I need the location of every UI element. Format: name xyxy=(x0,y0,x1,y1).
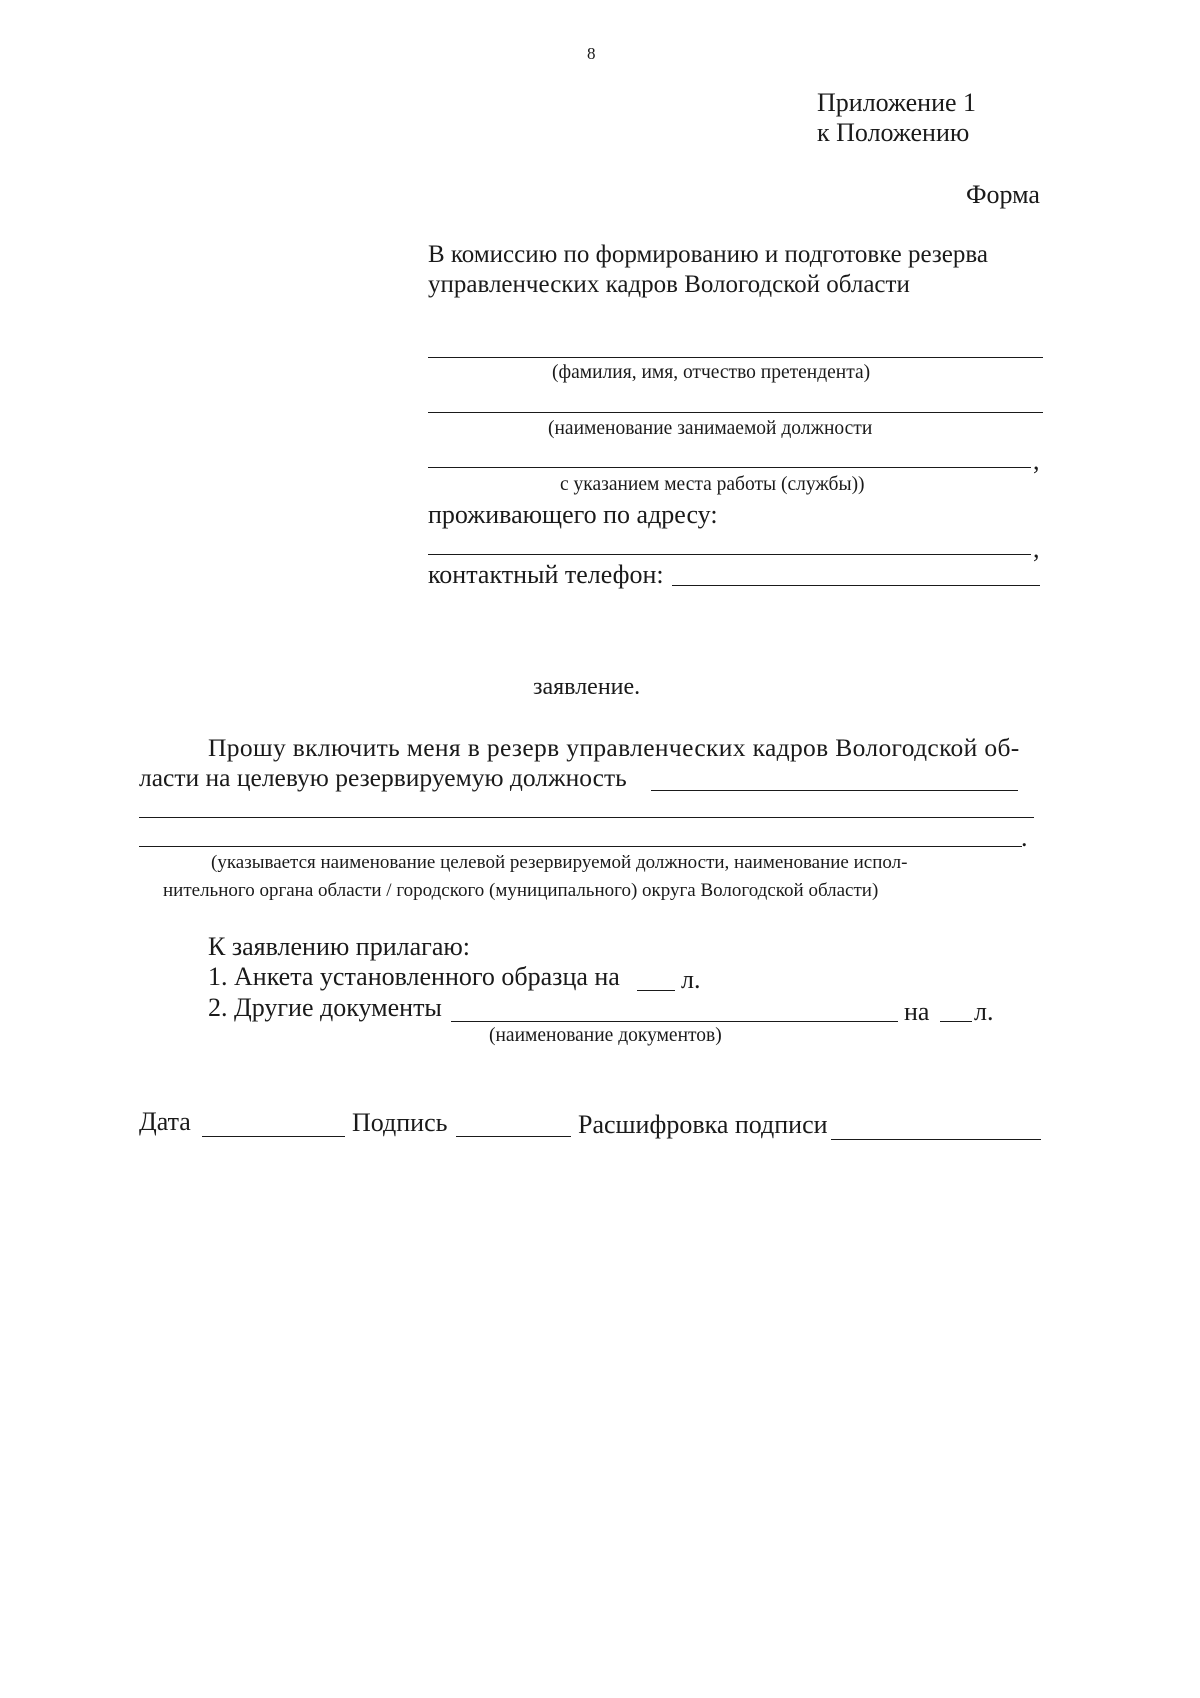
phone-label: контактный телефон: xyxy=(428,560,664,589)
page-number: 8 xyxy=(587,44,596,63)
target-position-line-3[interactable] xyxy=(139,846,1022,847)
statement-title: заявление. xyxy=(533,674,641,700)
fio-field-line[interactable] xyxy=(428,357,1043,358)
target-position-end-period: . xyxy=(1021,823,1028,852)
attachment-item-2-text: 2. Другие документы xyxy=(208,993,442,1022)
attachment-item-1-text: 1. Анкета установленного образца на xyxy=(208,962,620,991)
workplace-field-line[interactable] xyxy=(428,467,1031,468)
signature-label: Подпись xyxy=(352,1108,448,1137)
attachments-heading: К заявлению прилагаю: xyxy=(208,932,471,961)
signature-decode-field-line[interactable] xyxy=(831,1139,1041,1140)
position-caption: (наименование занимаемой должности xyxy=(548,418,873,439)
target-position-caption-2: нительного органа области / городского (муниципального) округа Вологодской области) xyxy=(163,880,879,901)
position-field-line[interactable] xyxy=(428,412,1043,413)
appendix-line-2: к Положению xyxy=(817,118,970,147)
attachment-item-2-na: на xyxy=(904,997,930,1026)
phone-field-line[interactable] xyxy=(672,585,1040,586)
address-comma: , xyxy=(1033,534,1040,563)
attachment-item-1-suffix: л. xyxy=(681,965,701,994)
signature-field-line[interactable] xyxy=(456,1136,571,1137)
date-field-line[interactable] xyxy=(202,1136,345,1137)
workplace-comma: , xyxy=(1033,446,1040,475)
addressee-line-1: В комиссию по формированию и подготовке резерва xyxy=(428,241,988,268)
addressee-line-2: управленческих кадров Вологодской области xyxy=(428,271,910,298)
attachment-item-2-docs-line[interactable] xyxy=(451,1021,898,1022)
address-field-line[interactable] xyxy=(428,554,1031,555)
target-position-line-2[interactable] xyxy=(139,817,1034,818)
target-position-line-1[interactable] xyxy=(651,790,1018,791)
form-label: Форма xyxy=(966,180,1040,209)
body-line-2: ласти на целевую резервируемую должность xyxy=(139,763,627,792)
target-position-caption-1: (указывается наименование целевой резервируемой должности, наименование испол- xyxy=(211,852,908,873)
attachment-item-2-pages-line[interactable] xyxy=(940,1021,972,1022)
body-line-1: Прошу включить меня в резерв управленческих кадров Вологодской об- xyxy=(208,733,1020,762)
attachment-item-2-caption: (наименование документов) xyxy=(489,1025,722,1046)
date-label: Дата xyxy=(139,1107,191,1136)
address-label: проживающего по адресу: xyxy=(428,500,718,529)
signature-decode-label: Расшифровка подписи xyxy=(578,1110,828,1139)
attachment-item-1-pages-line[interactable] xyxy=(637,990,675,991)
fio-caption: (фамилия, имя, отчество претендента) xyxy=(552,362,871,383)
appendix-line-1: Приложение 1 xyxy=(817,88,977,117)
workplace-caption: с указанием места работы (службы)) xyxy=(560,474,865,495)
attachment-item-2-suffix: л. xyxy=(974,997,994,1026)
